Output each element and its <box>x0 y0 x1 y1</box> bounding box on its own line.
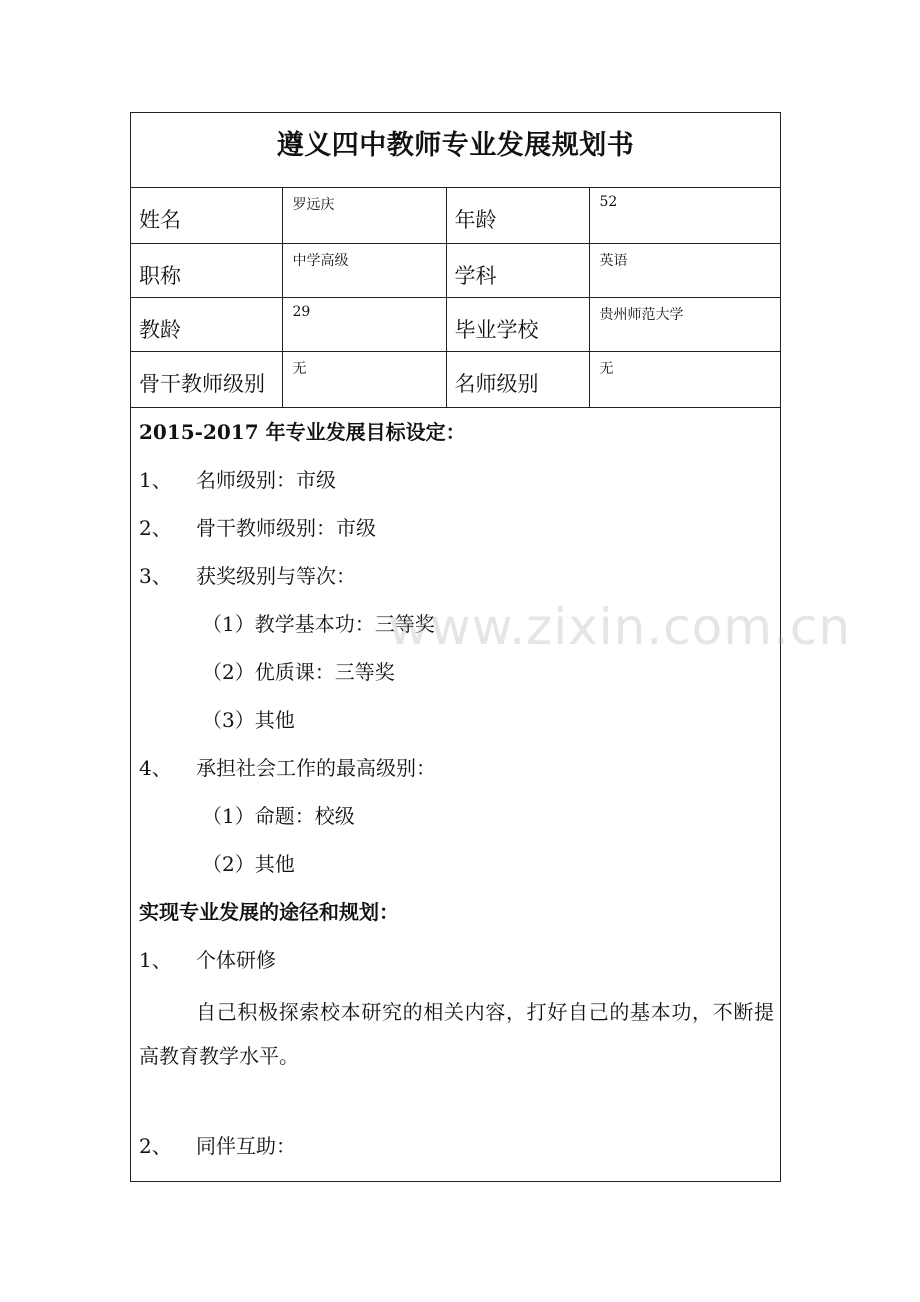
goal-text: 名师级别：市级 <box>196 467 336 492</box>
goal-subitem: （2）其他 <box>202 851 295 876</box>
graduate-school-label: 毕业学校 <box>454 317 539 342</box>
backbone-level-value: 无 <box>292 360 307 377</box>
goal-subitem: （1）命题：校级 <box>202 803 355 828</box>
master-level-value: 无 <box>599 360 614 377</box>
teaching-years-value: 29 <box>292 303 311 320</box>
info-row <box>131 351 780 407</box>
graduate-school-value: 贵州师范大学 <box>599 306 684 323</box>
goals-heading: 2015-2017 年专业发展目标设定： <box>139 419 466 444</box>
goal-item <box>139 456 780 504</box>
teaching-years-label: 教龄 <box>139 317 181 342</box>
path-item <box>139 936 780 984</box>
goal-number: 1、 <box>139 467 172 492</box>
spacer <box>139 1078 780 1122</box>
goal-subitem: （2）优质课：三等奖 <box>202 659 395 684</box>
path-number: 1、 <box>139 947 172 972</box>
goal-subitem: （3）其他 <box>202 707 295 732</box>
info-row <box>131 188 780 243</box>
info-row <box>131 297 780 351</box>
goal-number: 3、 <box>139 563 172 588</box>
title-rank-label: 职称 <box>139 263 181 288</box>
goal-item <box>139 744 780 792</box>
backbone-level-label: 骨干教师级别 <box>139 371 265 396</box>
path-text: 同伴互助： <box>196 1133 296 1158</box>
title-rank-value: 中学高级 <box>292 252 349 269</box>
plan-form <box>130 112 781 1182</box>
name-label: 姓名 <box>139 208 181 232</box>
path-text: 个体研修 <box>196 947 276 972</box>
goal-number: 2、 <box>139 515 172 540</box>
goal-subitem: （1）教学基本功：三等奖 <box>202 611 435 636</box>
plan-body <box>131 408 780 1170</box>
name-value: 罗远庆 <box>292 197 335 213</box>
info-row <box>131 243 780 297</box>
path-item <box>139 1122 780 1170</box>
goal-number: 4、 <box>139 755 172 780</box>
paths-heading: 实现专业发展的途径和规划： <box>139 899 399 924</box>
goal-item <box>139 504 780 552</box>
path-number: 2、 <box>139 1133 172 1158</box>
subject-label: 学科 <box>454 263 497 288</box>
goal-item <box>139 552 780 600</box>
age-value: 52 <box>599 194 618 210</box>
subject-value: 英语 <box>599 252 628 269</box>
goal-text: 承担社会工作的最高级别： <box>196 755 436 780</box>
age-label: 年龄 <box>454 208 497 232</box>
master-level-label: 名师级别 <box>454 371 539 396</box>
path-paragraph: 自己积极探索校本研究的相关内容，打好自己的基本功，不断提高教育教学水平。 <box>139 999 774 1068</box>
goal-text: 骨干教师级别：市级 <box>196 515 376 540</box>
goal-text: 获奖级别与等次： <box>196 563 356 588</box>
site-watermark: www.zixin.com.cn <box>388 598 852 656</box>
info-table <box>131 188 780 408</box>
document-title: 遵义四中教师专业发展规划书 <box>131 113 780 188</box>
